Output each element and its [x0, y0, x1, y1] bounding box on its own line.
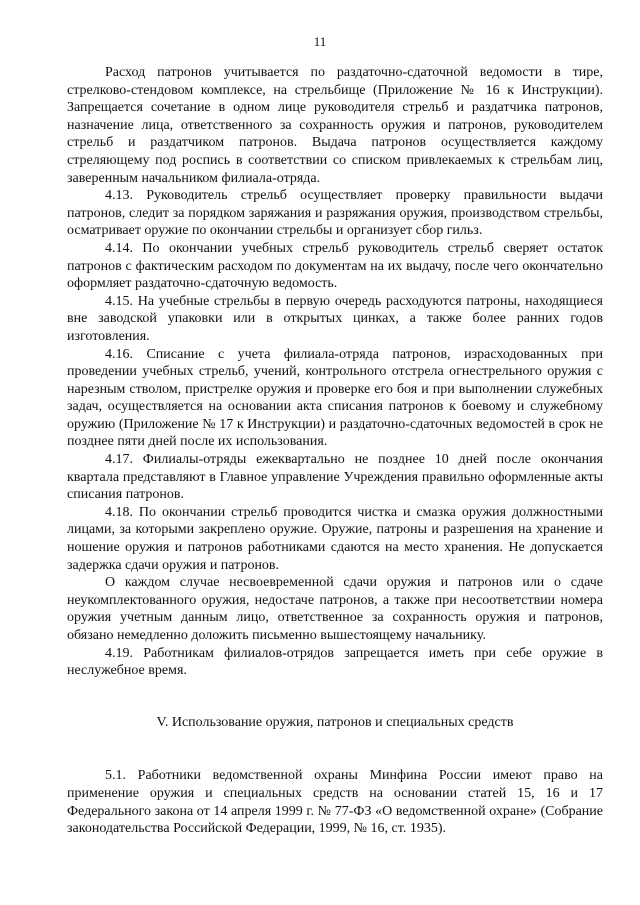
document-body [67, 64, 603, 838]
paragraph-late-return: О каждом случае несвоевременной сдачи оружия и патронов или о сдаче неукомплектованного оружия, недостаче патронов, а также при несоответствии номера оружия учетным данным лицо, ответственное за сохранность оружия и патронов, обязано немедленно доложить письменно вышестоящему начальнику. [67, 575, 603, 643]
paragraph-4-15: 4.15. На учебные стрельбы в первую очередь расходуются патроны, находящиеся вне заводской упаковки или в открытых цинках, а также более ранних годов изготовления. [67, 293, 603, 344]
paragraph-4-19: 4.19. Работникам филиалов-отрядов запрещается иметь при себе оружие в неслужебное время. [67, 645, 603, 679]
paragraph-ammunition-accounting: Расход патронов учитывается по раздаточно-сдаточной ведомости в тире, стрелково-стендовом комплексе, на стрельбище (Приложение № 16 к Инструкции). Запрещается сочетание в одном лице руководителя стрельб и раздатчика патронов, назначение лица, ответственного за сохранность оружия и патронов, руководителем стрельб и раздатчиком патронов. Выдача патронов осуществляется каждому стреляющему под роспись в соответствии со списком привлекаемых к стрельбам лиц, заверенным начальником филиала-отряда. [67, 65, 603, 186]
paragraph-4-16: 4.16. Списание с учета филиала-отряда патронов, израсходованных при проведении учебных стрельб, учений, контрольного отстрела огнестрельного оружия с нарезным стволом, пристрелке оружия и проверке его боя и при выполнении служебных задач, осуществляется на основании акта списания патронов к боевому и служебному оружию (Приложение № 17 к Инструкции) и раздаточно-сдаточных ведомостей в срок не позднее пяти дней после их использования. [67, 346, 603, 450]
page-number: 11 [313, 34, 327, 49]
paragraph-4-13: 4.13. Руководитель стрельб осуществляет проверку правильности выдачи патронов, следит за порядком заряжания и разряжания оружия, производством стрельбы, осматривает оружие по окончании стрельбы и организует сбор гильз. [67, 188, 603, 239]
paragraph-4-14: 4.14. По окончании учебных стрельб руководитель стрельб сверяет остаток патронов с фактическим расходом по документам на их выдачу, после чего окончательно оформляет раздаточно-сдаточную ведомость. [67, 240, 603, 292]
paragraph-5-1: 5.1. Работники ведомственной охраны Минфина России имеют право на применение оружия и специальных средств на основании статей 15, 16 и 17 Федерального закона от 14 апреля 1999 г. № 77-ФЗ «О ведомственной охране» (Собрание законодательства Российской Федерации, 1999, № 16, ст. 1935). [67, 768, 603, 837]
section-heading: V. Использование оружия, патронов и специальных средств [156, 714, 514, 730]
paragraph-4-17: 4.17. Филиалы-отряды ежеквартально не позднее 10 дней после окончания квартала представляют в Главное управление Учреждения правильно оформленные акты списания патронов. [67, 452, 603, 503]
paragraph-4-18: 4.18. По окончании стрельб проводится чистка и смазка оружия должностными лицами, за которыми закреплено оружие. Оружие, патроны и разрешения на хранение и ношение оружия и патронов работниками сдаются на место хранения. Не допускается задержка сдачи оружия и патронов. [67, 504, 603, 573]
